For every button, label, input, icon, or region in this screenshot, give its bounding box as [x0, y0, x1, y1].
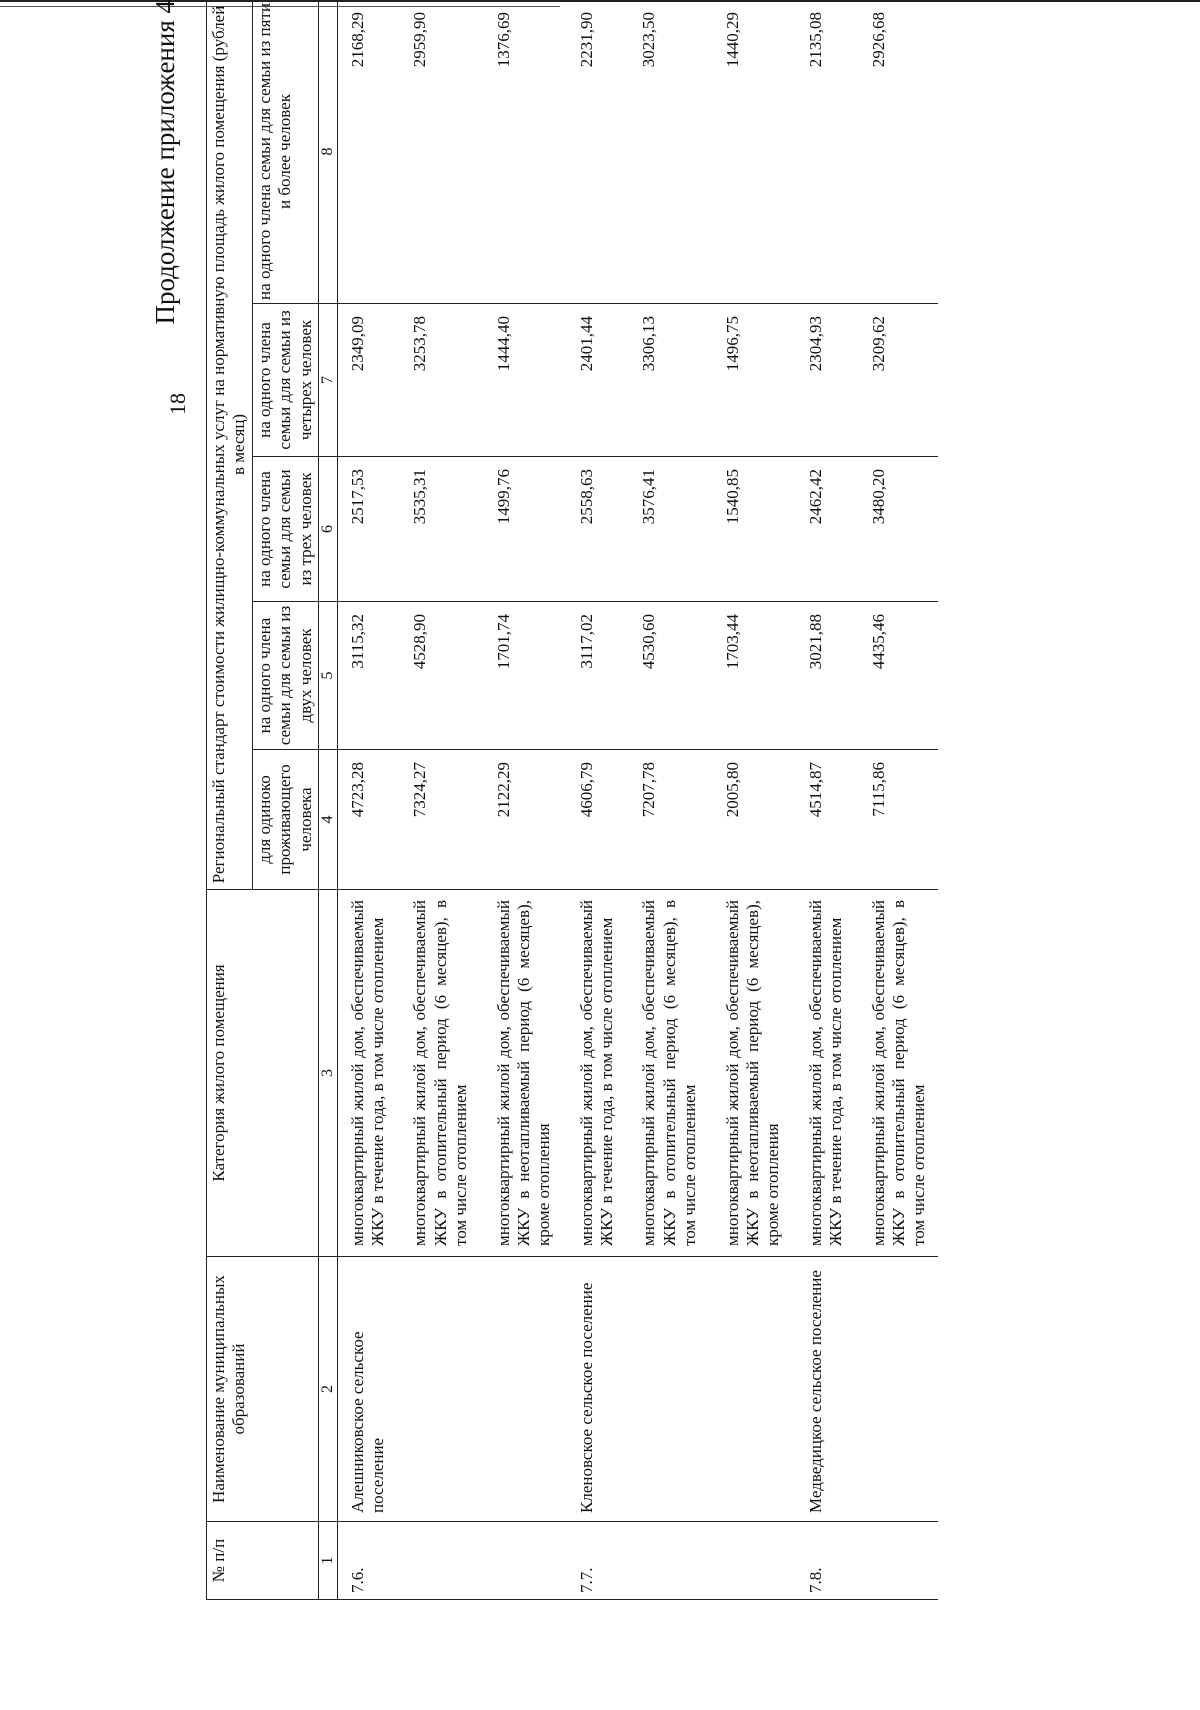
- cost-family-of-four: 1496,75: [709, 304, 792, 457]
- row-number: [855, 1522, 938, 1600]
- column-number: 6: [318, 457, 337, 602]
- header-family-of-two: на одного члена семьи для семьи из двух человек: [252, 602, 318, 750]
- municipality-name: Кленовское сельское поселение: [563, 1257, 626, 1522]
- municipality-name: [396, 1257, 479, 1522]
- column-number: 7: [318, 304, 337, 457]
- header-cost-group: Региональный стандарт стоимости жилищно-коммунальных услуг на нормативную площадь жилого помещения (рублей в месяц): [207, 0, 253, 890]
- cost-family-of-three: 3535,31: [396, 457, 479, 602]
- housing-category: многоквартирный жилой дом, обеспечиваемый ЖКУ в отопительный период (6 месяцев), в том числе отоплением: [855, 890, 938, 1257]
- cost-family-of-two: 3115,32: [337, 602, 396, 750]
- municipality-name: [480, 1257, 563, 1522]
- row-number: 7.6.: [337, 1522, 396, 1600]
- cost-family-of-four: 2401,44: [563, 304, 626, 457]
- cost-single-person: 7115,86: [855, 750, 938, 890]
- municipality-name: [709, 1257, 792, 1522]
- cost-family-of-two: 4435,46: [855, 602, 938, 750]
- cost-family-of-three: 3576,41: [625, 457, 708, 602]
- cost-family-of-two: 4530,60: [625, 602, 708, 750]
- table-row: [709, 0, 792, 1600]
- housing-category: многоквартирный жилой дом, обеспечиваемый ЖКУ в течение года, в том числе отоплением: [563, 890, 626, 1257]
- column-number: 4: [318, 750, 337, 890]
- cost-single-person: 7207,78: [625, 750, 708, 890]
- header-single-person: для одиноко проживающего человека: [252, 750, 318, 890]
- cost-family-of-four: 2304,93: [792, 304, 855, 457]
- header-num: № п/п: [207, 1522, 319, 1600]
- table-row: [396, 0, 479, 1600]
- housing-category: многоквартирный жилой дом, обеспечиваемый ЖКУ в отопительный период (6 месяцев), в том числе отоплением: [625, 890, 708, 1257]
- cost-family-of-four: 2349,09: [337, 304, 396, 457]
- cost-family-of-five-plus: 1440,29: [709, 0, 792, 304]
- cost-family-of-five-plus: 2135,08: [792, 0, 855, 304]
- header-family-of-four: на одного члена семьи для семьи из четырех человек: [252, 304, 318, 457]
- housing-category: многоквартирный жилой дом, обеспечиваемый ЖКУ в отопительный период (6 месяцев), в том числе отоплением: [396, 890, 479, 1257]
- cost-family-of-four: 3209,62: [855, 304, 938, 457]
- row-number: [625, 1522, 708, 1600]
- cost-family-of-five-plus: 2231,90: [563, 0, 626, 304]
- cost-family-of-five-plus: 2926,68: [855, 0, 938, 304]
- rotated-document-page: [150, 0, 1160, 1600]
- table-row: [337, 0, 396, 1600]
- cost-single-person: 4514,87: [792, 750, 855, 890]
- cost-family-of-two: 1701,74: [480, 602, 563, 750]
- cost-family-of-two: 3117,02: [563, 602, 626, 750]
- cost-family-of-two: 4528,90: [396, 602, 479, 750]
- table-row: [563, 0, 626, 1600]
- column-number: 1: [318, 1522, 337, 1600]
- column-number: 2: [318, 1257, 337, 1522]
- cost-family-of-two: 3021,88: [792, 602, 855, 750]
- housing-category: многоквартирный жилой дом, обеспечиваемый ЖКУ в течение года, в том числе отоплением: [792, 890, 855, 1257]
- cost-family-of-three: 3480,20: [855, 457, 938, 602]
- continuation-title: Продолжение приложения 4: [150, 0, 180, 325]
- municipality-name: Алешниковское сельское поселение: [337, 1257, 396, 1522]
- column-number: 5: [318, 602, 337, 750]
- housing-category: многоквартирный жилой дом, обеспечиваемый ЖКУ в неотапливаемый период (6 месяцев), кроме отопления: [709, 890, 792, 1257]
- column-number-row: [318, 0, 337, 1600]
- column-number: 3: [318, 890, 337, 1257]
- cost-single-person: 2005,80: [709, 750, 792, 890]
- cost-single-person: 2122,29: [480, 750, 563, 890]
- row-number: [396, 1522, 479, 1600]
- row-number: 7.8.: [792, 1522, 855, 1600]
- table-row: [792, 0, 855, 1600]
- municipality-name: [855, 1257, 938, 1522]
- housing-category: многоквартирный жилой дом, обеспечиваемый ЖКУ в течение года, в том числе отоплением: [337, 890, 396, 1257]
- cost-family-of-five-plus: 1376,69: [480, 0, 563, 304]
- row-number: [709, 1522, 792, 1600]
- cost-family-of-five-plus: 3023,50: [625, 0, 708, 304]
- cost-family-of-four: 1444,40: [480, 304, 563, 457]
- cost-family-of-three: 2558,63: [563, 457, 626, 602]
- housing-cost-standard-table: [206, 0, 938, 1600]
- header-family-of-three: на одного члена семьи для семьи из трех человек: [252, 457, 318, 602]
- cost-family-of-three: 2517,53: [337, 457, 396, 602]
- cost-family-of-four: 3306,13: [625, 304, 708, 457]
- cost-family-of-three: 1499,76: [480, 457, 563, 602]
- municipality-name: [625, 1257, 708, 1522]
- housing-category: многоквартирный жилой дом, обеспечиваемый ЖКУ в неотапливаемый период (6 месяцев), кроме отопления: [480, 890, 563, 1257]
- cost-family-of-three: 1540,85: [709, 457, 792, 602]
- cost-single-person: 4723,28: [337, 750, 396, 890]
- cost-family-of-five-plus: 2168,29: [337, 0, 396, 304]
- municipality-name: Медведицкое сельское поселение: [792, 1257, 855, 1522]
- cost-family-of-five-plus: 2959,90: [396, 0, 479, 304]
- header-family-of-five-plus: на одного члена семьи для семьи из пяти и более человек: [252, 0, 318, 304]
- table-row: [480, 0, 563, 1600]
- cost-family-of-four: 3253,78: [396, 304, 479, 457]
- column-number: 8: [318, 0, 337, 304]
- header-category: Категория жилого помещения: [207, 890, 319, 1257]
- table-row: [855, 0, 938, 1600]
- cost-single-person: 4606,79: [563, 750, 626, 890]
- page-number: 18: [165, 393, 190, 415]
- cost-family-of-three: 2462,42: [792, 457, 855, 602]
- table-row: [625, 0, 708, 1600]
- header-row-1: [207, 0, 253, 1600]
- cost-single-person: 7324,27: [396, 750, 479, 890]
- cost-family-of-two: 1703,44: [709, 602, 792, 750]
- header-municipality: Наименование муниципальных образований: [207, 1257, 319, 1522]
- row-number: [480, 1522, 563, 1600]
- row-number: 7.7.: [563, 1522, 626, 1600]
